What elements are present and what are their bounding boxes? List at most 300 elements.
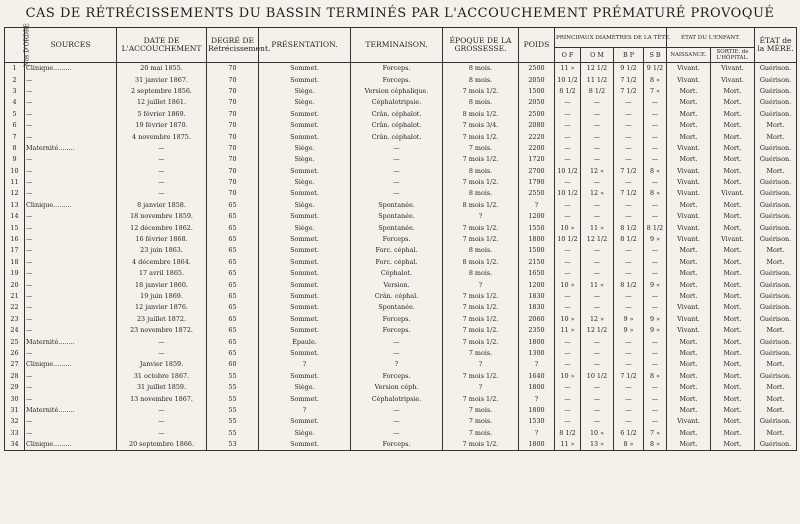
- row-number: 26: [5, 348, 25, 359]
- delivery-date: —: [117, 428, 207, 439]
- child-discharge-state: Mort.: [711, 371, 755, 382]
- delivery-date: 18 novembre 1859.: [117, 211, 207, 222]
- source: Clinique.........: [25, 200, 117, 211]
- diameter-sb: 8 »: [644, 166, 667, 177]
- diameter-sb: 8 »: [644, 439, 667, 451]
- presentation: Sommet.: [259, 302, 351, 313]
- termination: —: [351, 336, 443, 347]
- table-row: [5, 131, 797, 142]
- header-diametres: PRINCIPAUX DIAMÈTRES DE LA TÊTE.: [555, 28, 667, 48]
- row-number: 1: [5, 63, 25, 75]
- weight: 1830: [519, 291, 555, 302]
- table-row: [5, 86, 797, 97]
- diameter-bp: —: [614, 359, 644, 370]
- mother-state: Guérison.: [755, 279, 797, 290]
- child-discharge-state: Mort.: [711, 291, 755, 302]
- source: —: [25, 371, 117, 382]
- constriction-degree: 65: [207, 222, 259, 233]
- row-number: 29: [5, 382, 25, 393]
- constriction-degree: 70: [207, 120, 259, 131]
- mother-state: Guérison.: [755, 314, 797, 325]
- mother-state: Guérison.: [755, 63, 797, 75]
- child-discharge-state: Mort.: [711, 257, 755, 268]
- diameter-om: 12 »: [581, 166, 614, 177]
- row-number: 3: [5, 86, 25, 97]
- diameter-of: —: [555, 416, 581, 427]
- diameter-of: —: [555, 120, 581, 131]
- weight: 2500: [519, 63, 555, 75]
- diameter-of: —: [555, 177, 581, 188]
- constriction-degree: 65: [207, 211, 259, 222]
- table-row: [5, 234, 797, 245]
- source: —: [25, 268, 117, 279]
- termination: Crân. céphalot.: [351, 120, 443, 131]
- source: —: [25, 211, 117, 222]
- child-birth-state: Vivant.: [667, 143, 711, 154]
- child-birth-state: Mort.: [667, 120, 711, 131]
- source: —: [25, 416, 117, 427]
- presentation: Sommet.: [259, 439, 351, 451]
- row-number: 9: [5, 154, 25, 165]
- diameter-bp: —: [614, 268, 644, 279]
- child-birth-state: Mort.: [667, 109, 711, 120]
- pregnancy-term: 8 mois.: [443, 188, 519, 199]
- child-discharge-state: Mort.: [711, 348, 755, 359]
- weight: 1500: [519, 245, 555, 256]
- source: —: [25, 222, 117, 233]
- row-number: 23: [5, 314, 25, 325]
- child-birth-state: Vivant.: [667, 74, 711, 85]
- source: —: [25, 325, 117, 336]
- diameter-om: 10 »: [581, 428, 614, 439]
- mother-state: Mort.: [755, 393, 797, 404]
- diameter-sb: —: [644, 382, 667, 393]
- delivery-date: 8 janvier 1858.: [117, 200, 207, 211]
- mother-state: Guérison.: [755, 200, 797, 211]
- diameter-bp: —: [614, 416, 644, 427]
- pregnancy-term: 8 mois.: [443, 97, 519, 108]
- diameter-om: —: [581, 302, 614, 313]
- weight: 2060: [519, 314, 555, 325]
- child-birth-state: Mort.: [667, 359, 711, 370]
- constriction-degree: 70: [207, 109, 259, 120]
- table-row: [5, 154, 797, 165]
- child-birth-state: Mort.: [667, 336, 711, 347]
- presentation: Sommet.: [259, 74, 351, 85]
- diameter-of: 10 »: [555, 371, 581, 382]
- row-number: 27: [5, 359, 25, 370]
- diameter-sb: 8 »: [644, 371, 667, 382]
- pregnancy-term: 7 mois 1/2.: [443, 154, 519, 165]
- pregnancy-term: 8 mois 1/2.: [443, 200, 519, 211]
- source: —: [25, 291, 117, 302]
- constriction-degree: 65: [207, 336, 259, 347]
- delivery-date: 4 novembre 1875.: [117, 131, 207, 142]
- source: —: [25, 74, 117, 85]
- constriction-degree: 53: [207, 439, 259, 451]
- weight: 1200: [519, 211, 555, 222]
- mother-state: Guérison.: [755, 416, 797, 427]
- diameter-sb: —: [644, 245, 667, 256]
- pregnancy-term: 7 mois 1/2.: [443, 302, 519, 313]
- diameter-sb: 9 »: [644, 234, 667, 245]
- pregnancy-term: 8 mois.: [443, 74, 519, 85]
- delivery-date: 31 octobre 1867.: [117, 371, 207, 382]
- diameter-om: 12 1/2: [581, 234, 614, 245]
- constriction-degree: 70: [207, 74, 259, 85]
- diameter-sb: —: [644, 291, 667, 302]
- diameter-bp: —: [614, 393, 644, 404]
- constriction-degree: 70: [207, 188, 259, 199]
- child-birth-state: Mort.: [667, 405, 711, 416]
- child-discharge-state: Mort.: [711, 211, 755, 222]
- diameter-of: 10 1/2: [555, 166, 581, 177]
- weight: 1720: [519, 154, 555, 165]
- table-row: [5, 382, 797, 393]
- presentation: Sommet.: [259, 245, 351, 256]
- weight: 2500: [519, 109, 555, 120]
- row-number: 20: [5, 279, 25, 290]
- child-discharge-state: Mort.: [711, 131, 755, 142]
- child-birth-state: Vivant.: [667, 416, 711, 427]
- child-birth-state: Vivant.: [667, 234, 711, 245]
- table-row: [5, 336, 797, 347]
- weight: ?: [519, 428, 555, 439]
- presentation: Sommet.: [259, 257, 351, 268]
- diameter-bp: —: [614, 336, 644, 347]
- diameter-of: 11 »: [555, 63, 581, 75]
- termination: —: [351, 154, 443, 165]
- constriction-degree: 55: [207, 405, 259, 416]
- diameter-om: —: [581, 109, 614, 120]
- child-discharge-state: Mort.: [711, 109, 755, 120]
- termination: Forceps.: [351, 234, 443, 245]
- diameter-om: —: [581, 120, 614, 131]
- mother-state: Mort.: [755, 428, 797, 439]
- diameter-om: —: [581, 177, 614, 188]
- presentation: Sommet.: [259, 109, 351, 120]
- pregnancy-term: ?: [443, 279, 519, 290]
- diameter-bp: —: [614, 97, 644, 108]
- diameter-sb: —: [644, 200, 667, 211]
- weight: 1200: [519, 279, 555, 290]
- diameter-om: 11 1/2: [581, 74, 614, 85]
- pregnancy-term: 7 mois 1/2.: [443, 131, 519, 142]
- pregnancy-term: 7 mois 1/2.: [443, 371, 519, 382]
- mother-state: Guérison.: [755, 109, 797, 120]
- diameter-bp: —: [614, 154, 644, 165]
- termination: Crân. céphalot.: [351, 109, 443, 120]
- child-discharge-state: Mort.: [711, 416, 755, 427]
- child-discharge-state: Vivant.: [711, 74, 755, 85]
- child-discharge-state: Mort.: [711, 222, 755, 233]
- table-row: [5, 200, 797, 211]
- header-num: Nos D'ORDRE: [5, 28, 25, 63]
- presentation: Sommet.: [259, 234, 351, 245]
- termination: —: [351, 166, 443, 177]
- row-number: 7: [5, 131, 25, 142]
- termination: Forceps.: [351, 74, 443, 85]
- table-row: [5, 97, 797, 108]
- pregnancy-term: 8 mois.: [443, 166, 519, 177]
- delivery-date: 5 février 1869.: [117, 109, 207, 120]
- header-presentation: PRÉSENTATION.: [259, 28, 351, 63]
- source: —: [25, 86, 117, 97]
- constriction-degree: 70: [207, 154, 259, 165]
- constriction-degree: 65: [207, 348, 259, 359]
- row-number: 30: [5, 393, 25, 404]
- weight: 1800: [519, 234, 555, 245]
- child-discharge-state: Mort.: [711, 302, 755, 313]
- pregnancy-term: 7 mois 1/2.: [443, 336, 519, 347]
- child-birth-state: Mort.: [667, 371, 711, 382]
- constriction-degree: 70: [207, 143, 259, 154]
- weight: ?: [519, 359, 555, 370]
- row-number: 17: [5, 245, 25, 256]
- mother-state: Guérison.: [755, 74, 797, 85]
- mother-state: Mort.: [755, 245, 797, 256]
- delivery-date: 23 novembre 1872.: [117, 325, 207, 336]
- pregnancy-term: 7 mois 1/2.: [443, 439, 519, 451]
- table-row: [5, 405, 797, 416]
- child-discharge-state: Mort.: [711, 279, 755, 290]
- child-birth-state: Mort.: [667, 154, 711, 165]
- diameter-bp: —: [614, 257, 644, 268]
- child-discharge-state: Mort.: [711, 143, 755, 154]
- row-number: 32: [5, 416, 25, 427]
- termination: Version céphalique.: [351, 86, 443, 97]
- source: —: [25, 348, 117, 359]
- diameter-of: —: [555, 131, 581, 142]
- constriction-degree: 70: [207, 63, 259, 75]
- table-row: [5, 109, 797, 120]
- weight: 1800: [519, 439, 555, 451]
- header-degree: DEGRÉ DE Rétrécissement.: [207, 28, 259, 63]
- source: —: [25, 154, 117, 165]
- child-birth-state: Mort.: [667, 97, 711, 108]
- termination: Forc. céphal.: [351, 245, 443, 256]
- constriction-degree: 65: [207, 291, 259, 302]
- child-discharge-state: Mort.: [711, 154, 755, 165]
- constriction-degree: 65: [207, 302, 259, 313]
- mother-state: Guérison.: [755, 86, 797, 97]
- constriction-degree: 70: [207, 166, 259, 177]
- diameter-bp: —: [614, 177, 644, 188]
- presentation: Sommet.: [259, 268, 351, 279]
- presentation: Siège.: [259, 428, 351, 439]
- diameter-of: —: [555, 257, 581, 268]
- diameter-sb: 9 »: [644, 279, 667, 290]
- source: —: [25, 131, 117, 142]
- child-birth-state: Vivant.: [667, 211, 711, 222]
- mother-state: Mort.: [755, 257, 797, 268]
- diameter-sb: —: [644, 393, 667, 404]
- mother-state: Guérison.: [755, 211, 797, 222]
- diameter-om: 12 1/2: [581, 325, 614, 336]
- table-row: [5, 314, 797, 325]
- child-birth-state: Vivant.: [667, 222, 711, 233]
- presentation: Siège.: [259, 154, 351, 165]
- diameter-om: 8 1/2: [581, 86, 614, 97]
- diameter-om: —: [581, 348, 614, 359]
- pregnancy-term: 7 mois 3/4.: [443, 120, 519, 131]
- delivery-date: —: [117, 336, 207, 347]
- constriction-degree: 60: [207, 359, 259, 370]
- diameter-om: 11 »: [581, 222, 614, 233]
- presentation: Épaule.: [259, 336, 351, 347]
- constriction-degree: 65: [207, 200, 259, 211]
- termination: Forceps.: [351, 314, 443, 325]
- diameter-bp: —: [614, 131, 644, 142]
- mother-state: Mort.: [755, 325, 797, 336]
- source: —: [25, 234, 117, 245]
- delivery-date: —: [117, 143, 207, 154]
- delivery-date: 23 juillet 1872.: [117, 314, 207, 325]
- termination: Spontanée.: [351, 222, 443, 233]
- presentation: ?: [259, 359, 351, 370]
- row-number: 21: [5, 291, 25, 302]
- table-row: [5, 63, 797, 75]
- presentation: Sommet.: [259, 348, 351, 359]
- child-birth-state: Mort.: [667, 200, 711, 211]
- mother-state: Guérison.: [755, 439, 797, 451]
- source: Maternité........: [25, 336, 117, 347]
- source: —: [25, 393, 117, 404]
- child-birth-state: Vivant.: [667, 325, 711, 336]
- delivery-date: 17 avril 1865.: [117, 268, 207, 279]
- diameter-sb: —: [644, 359, 667, 370]
- delivery-date: 19 juin 1869.: [117, 291, 207, 302]
- constriction-degree: 55: [207, 428, 259, 439]
- diameter-of: 11 »: [555, 325, 581, 336]
- presentation: Siège.: [259, 143, 351, 154]
- mother-state: Mort.: [755, 405, 797, 416]
- delivery-date: 31 juillet 1859.: [117, 382, 207, 393]
- diameter-sb: —: [644, 131, 667, 142]
- table-body: [5, 63, 797, 451]
- child-birth-state: Mort.: [667, 428, 711, 439]
- header-etat-mere: ÉTAT de la MÈRE.: [755, 28, 797, 63]
- weight: 1790: [519, 177, 555, 188]
- delivery-date: —: [117, 154, 207, 165]
- termination: Forc. céphal.: [351, 257, 443, 268]
- diameter-sb: 9 1/2: [644, 63, 667, 75]
- delivery-date: 19 février 1870.: [117, 120, 207, 131]
- diameter-om: —: [581, 382, 614, 393]
- header-om: O M: [581, 48, 614, 63]
- child-discharge-state: Mort.: [711, 314, 755, 325]
- termination: Version céph.: [351, 382, 443, 393]
- row-number: 31: [5, 405, 25, 416]
- table-row: [5, 348, 797, 359]
- termination: —: [351, 188, 443, 199]
- constriction-degree: 65: [207, 314, 259, 325]
- diameter-of: —: [555, 291, 581, 302]
- presentation: Sommet.: [259, 188, 351, 199]
- header-poids: POIDS: [519, 28, 555, 63]
- row-number: 13: [5, 200, 25, 211]
- diameter-of: —: [555, 359, 581, 370]
- diameter-om: —: [581, 131, 614, 142]
- presentation: Siège.: [259, 222, 351, 233]
- table-row: [5, 188, 797, 199]
- pregnancy-term: 7 mois.: [443, 416, 519, 427]
- row-number: 10: [5, 166, 25, 177]
- presentation: Sommet.: [259, 416, 351, 427]
- weight: 1830: [519, 302, 555, 313]
- weight: 2550: [519, 188, 555, 199]
- diameter-of: —: [555, 200, 581, 211]
- header-bp: B P: [614, 48, 644, 63]
- diameter-bp: —: [614, 348, 644, 359]
- termination: —: [351, 143, 443, 154]
- pregnancy-term: 8 mois.: [443, 268, 519, 279]
- diameter-of: —: [555, 143, 581, 154]
- row-number: 16: [5, 234, 25, 245]
- delivery-date: 2 septembre 1856.: [117, 86, 207, 97]
- diameter-om: —: [581, 200, 614, 211]
- termination: —: [351, 405, 443, 416]
- diameter-bp: 7 1/2: [614, 188, 644, 199]
- diameter-sb: 7 »: [644, 86, 667, 97]
- weight: 1550: [519, 222, 555, 233]
- mother-state: Guérison.: [755, 222, 797, 233]
- presentation: Sommet.: [259, 325, 351, 336]
- row-number: 14: [5, 211, 25, 222]
- child-birth-state: Mort.: [667, 291, 711, 302]
- diameter-sb: 9 »: [644, 325, 667, 336]
- delivery-date: 20 septembre 1866.: [117, 439, 207, 451]
- diameter-bp: 7 1/2: [614, 86, 644, 97]
- constriction-degree: 65: [207, 245, 259, 256]
- termination: Forceps.: [351, 63, 443, 75]
- diameter-bp: 9 1/2: [614, 63, 644, 75]
- diameter-of: —: [555, 97, 581, 108]
- delivery-date: 12 décembre 1862.: [117, 222, 207, 233]
- source: —: [25, 314, 117, 325]
- diameter-of: —: [555, 405, 581, 416]
- header-naissance: NAISSANCE.: [667, 48, 711, 63]
- header-epoque: ÉPOQUE DE LA GROSSESSE.: [443, 28, 519, 63]
- diameter-sb: 8 1/2: [644, 222, 667, 233]
- source: Clinique.........: [25, 359, 117, 370]
- diameter-bp: 8 1/2: [614, 234, 644, 245]
- presentation: Siège.: [259, 86, 351, 97]
- mother-state: Mort.: [755, 166, 797, 177]
- termination: Version.: [351, 279, 443, 290]
- diameter-of: —: [555, 382, 581, 393]
- source: Clinique.........: [25, 63, 117, 75]
- delivery-date: —: [117, 405, 207, 416]
- delivery-date: 12 janvier 1876.: [117, 302, 207, 313]
- pregnancy-term: 7 mois 1/2.: [443, 222, 519, 233]
- diameter-sb: —: [644, 416, 667, 427]
- header-etat-enfant: ÉTAT DU L'ENFANT.: [667, 28, 755, 48]
- delivery-date: 23 juin 1863.: [117, 245, 207, 256]
- mother-state: Guérison.: [755, 336, 797, 347]
- termination: ?: [351, 359, 443, 370]
- diameter-om: —: [581, 143, 614, 154]
- delivery-date: 16 février 1868.: [117, 234, 207, 245]
- weight: 2080: [519, 120, 555, 131]
- row-number: 4: [5, 97, 25, 108]
- diameter-om: —: [581, 405, 614, 416]
- pregnancy-term: 7 mois 1/2.: [443, 393, 519, 404]
- child-discharge-state: Mort.: [711, 359, 755, 370]
- weight: 1800: [519, 382, 555, 393]
- termination: Spontanée.: [351, 200, 443, 211]
- table-row: [5, 371, 797, 382]
